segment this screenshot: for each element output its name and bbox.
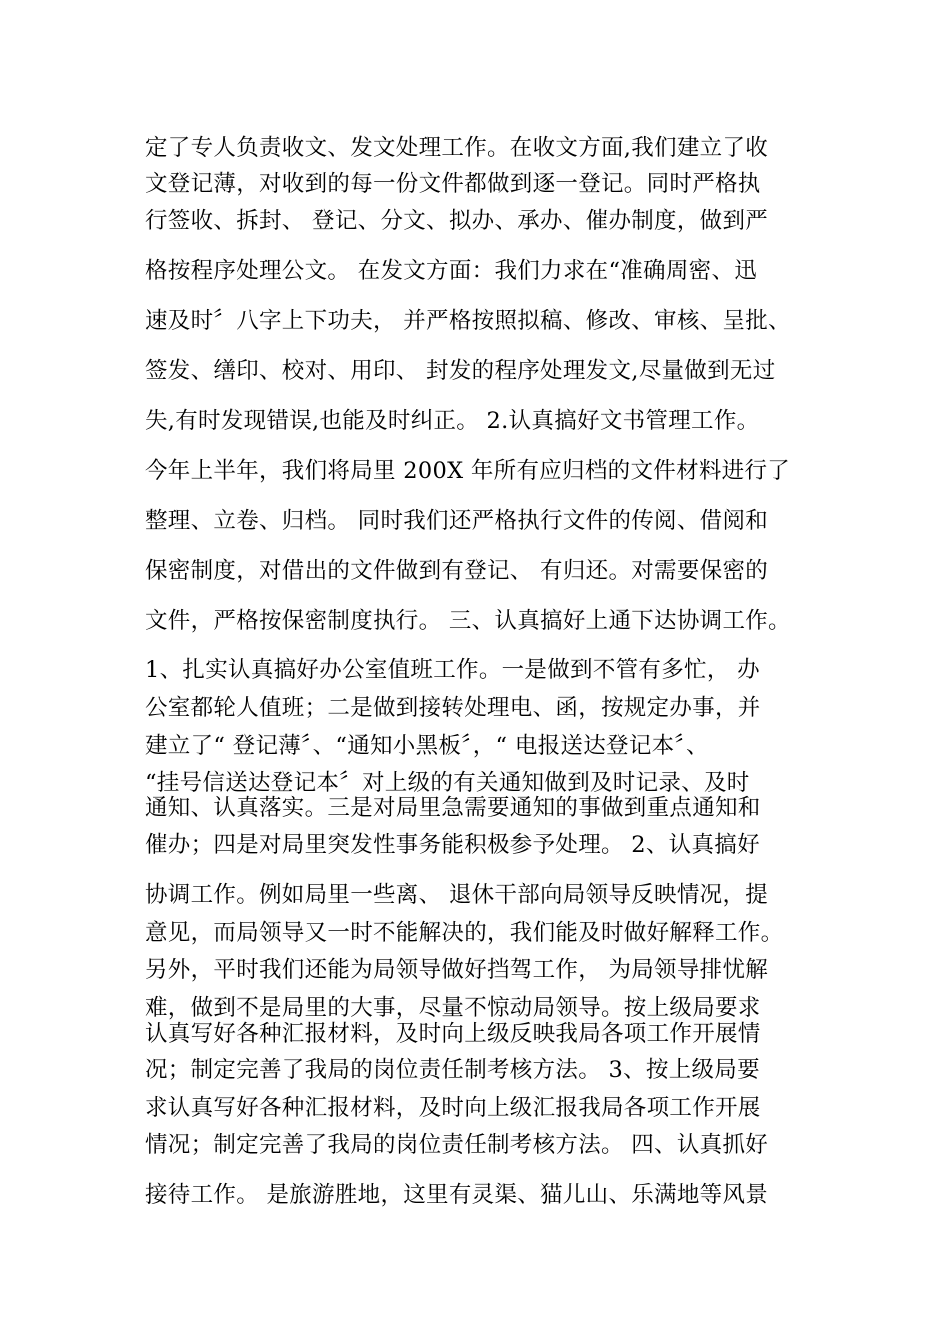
text-line: 催办；四是对局里突发性事务能积极参予处理。 2、认真搞好 [145, 832, 760, 858]
text-line: 速及时〞八字上下功夫， 并严格按照拟稿、修改、审核、呈批、 [145, 308, 791, 334]
text-line: 定了专人负责收文、发文处理工作。在收文方面,我们建立了收 [145, 135, 769, 161]
text-line: 情况；制定完善了我局的岗位责任制考核方法。 四、认真抓好 [145, 1132, 769, 1158]
text-line: 文登记薄，对收到的每一份文件都做到逐一登记。同时严格执 [145, 171, 761, 197]
text-line: 文件，严格按保密制度执行。 三、认真搞好上通下达协调工作。 [145, 608, 791, 634]
text-line: 求认真写好各种汇报材料，及时向上级汇报我局各项工作开展 [145, 1095, 761, 1121]
text-line: 行签收、拆封、 登记、分文、拟办、承办、催办制度，做到严 [145, 208, 769, 234]
text-line: 意见，而局领导又一时不能解决的，我们能及时做好解释工作。 [145, 920, 784, 946]
text-line: 另外，平时我们还能为局领导做好挡驾工作， 为局领导排忧解 [145, 957, 769, 983]
text-line: 通知、认真落实。三是对局里急需要通知的事做到重点通知和 [145, 795, 761, 821]
text-line: 认真写好各种汇报材料，及时向上级反映我局各项工作开展情 [145, 1021, 761, 1047]
text-line: 格按程序处理公文。 在发文方面：我们力求在“准确周密、迅 [145, 258, 758, 284]
text-line: 失,有时发现错误,也能及时纠正。 2.认真搞好文书管理工作。 [145, 408, 760, 434]
text-line: 况；制定完善了我局的岗位责任制考核方法。 3、按上级局要 [145, 1057, 760, 1083]
text-line: 保密制度，对借出的文件做到有登记、 有归还。对需要保密的 [145, 558, 769, 584]
text-line: 公室都轮人值班；二是做到接转处理电、函，按规定办事，并 [145, 695, 761, 721]
text-line: 协调工作。例如局里一些离、 退休干部向局领导反映情况，提 [145, 882, 769, 908]
text-line: 1、扎实认真搞好办公室值班工作。一是做到不管有多忙， 办 [145, 657, 760, 683]
text-line: “挂号信送达登记本〞对上级的有关通知做到及时记录、及时 [145, 770, 750, 796]
text-line: 整理、立卷、归档。 同时我们还严格执行文件的传阅、借阅和 [145, 508, 769, 534]
text-line: 难，做到不是局里的大事，尽量不惊动局领导。按上级局要求 [145, 995, 761, 1021]
text-line: 接待工作。 是旅游胜地，这里有灵渠、猫儿山、乐满地等风景 [145, 1182, 769, 1208]
text-line: 今年上半年，我们将局里 200X 年所有应归档的文件材料进行了 [145, 458, 791, 484]
text-line: 签发、缮印、校对、用印、 封发的程序处理发文,尽量做到无过 [145, 358, 776, 384]
text-line: 建立了“ 登记薄〞、“通知小黑板〞，“ 电报送达登记本〞、 [145, 733, 709, 759]
